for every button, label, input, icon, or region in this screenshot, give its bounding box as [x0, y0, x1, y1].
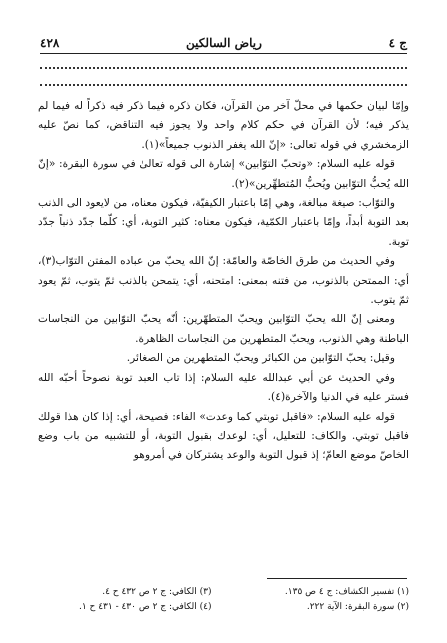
volume-label: ج ٤ — [388, 36, 407, 50]
dotted-separator — [40, 84, 407, 86]
paragraph: وفي الحديث عن أبي عبدالله عليه السلام: إذا تاب العبد توبة نصوحاً أحبّه الله فستر عليه في الدنيا والآخرة(٤). — [38, 370, 409, 404]
footnotes — [38, 585, 409, 615]
page-number: ٤٢٨ — [40, 36, 60, 50]
footnote: (٢) سورة البقرة: الآية ٢٢٢. — [306, 602, 409, 612]
paragraph: وإمّا لبيان حكمها في محلّ آخر من القرآن، فكان ذكره فيما ذكر فيه ذكراً له فيما لم يذكر فيه؛ لأن القرآن في حكم كلام واحد ولا يجوز فيه التناقض، كما نصّ عليه الزمخشري في قوله تعالى: «إنّ الله يغفر الذنوب جميعاً»(١). — [38, 99, 409, 151]
paragraph: ومعنى إنّ الله يحبّ التوّابين ويحبّ المتطهّرين: أنّه يحبّ التوّابين من النجاسات الباطنة وهي الذنوب، ويحبّ المتطهرين من النجاسات الظاهرة. — [38, 312, 409, 345]
body-text — [38, 96, 409, 465]
dotted-separator — [40, 67, 407, 69]
footnote: (٣) الكافي: ج ٢ ص ٤٣٢ ح ٤. — [102, 587, 212, 597]
paragraph: قوله عليه السلام: «فاقبل توبتي كما وعدت» الفاء: فصيحة، أي: إذا كان هذا قولك فاقبل توبتي. والكاف: للتعليل، أي: لوعدك بقبول التوبة، أو للتشبيه من باب وضع الخاصّ موضع العامّ؛ إذ قبول التوبة والوعد يشتركان في أمروهو — [38, 409, 409, 462]
paragraph: وقيل: يحبّ التوّابين من الكبائر ويحبّ المتطهرين من الصغائر. — [126, 351, 395, 365]
paragraph: قوله عليه السلام: «وتحبّ التوّابين» إشارة الى قوله تعالىٰ في سورة البقرة: «إنّ الله يُحبُّ التوّابين ويُحبُّ المُتطهِّرين»(٢). — [38, 157, 409, 190]
book-title: رياض السالكين — [186, 36, 262, 50]
header-rule — [40, 53, 407, 54]
footnote: (١) تفسير الكشاف: ج ٤ ص ١٣٥. — [284, 587, 409, 597]
footnote-rule — [267, 578, 407, 579]
running-header — [40, 33, 407, 53]
footnote: (٤) الكافي: ج ٢ ص ٤٣٠ - ٤٣١ ح ١. — [78, 602, 212, 612]
paragraph: والتوّاب: صيغة مبالغة، وهي إمّا باعتبار الكيفيّة، فيكون معناه، من لايعود الى الذنب بعد التوبة أبداً، وإمّا باعتبار الكمّية، فيكون معناه: كثير التوبة، أي: كلّما جدّد ذنباً جدّد توبة. — [38, 196, 409, 248]
paragraph: وفي الحديث من طرق الخاصّة والعامّة: إنّ الله يحبّ من عباده المفتن التوّاب(٣)، أي: الممتحن بالذنوب، من فتنه بمعنى: امتحنه، أي: يتمحن بالذنب ثمّ يتوب، ثمّ يعود ثمّ يتوب. — [38, 254, 409, 307]
